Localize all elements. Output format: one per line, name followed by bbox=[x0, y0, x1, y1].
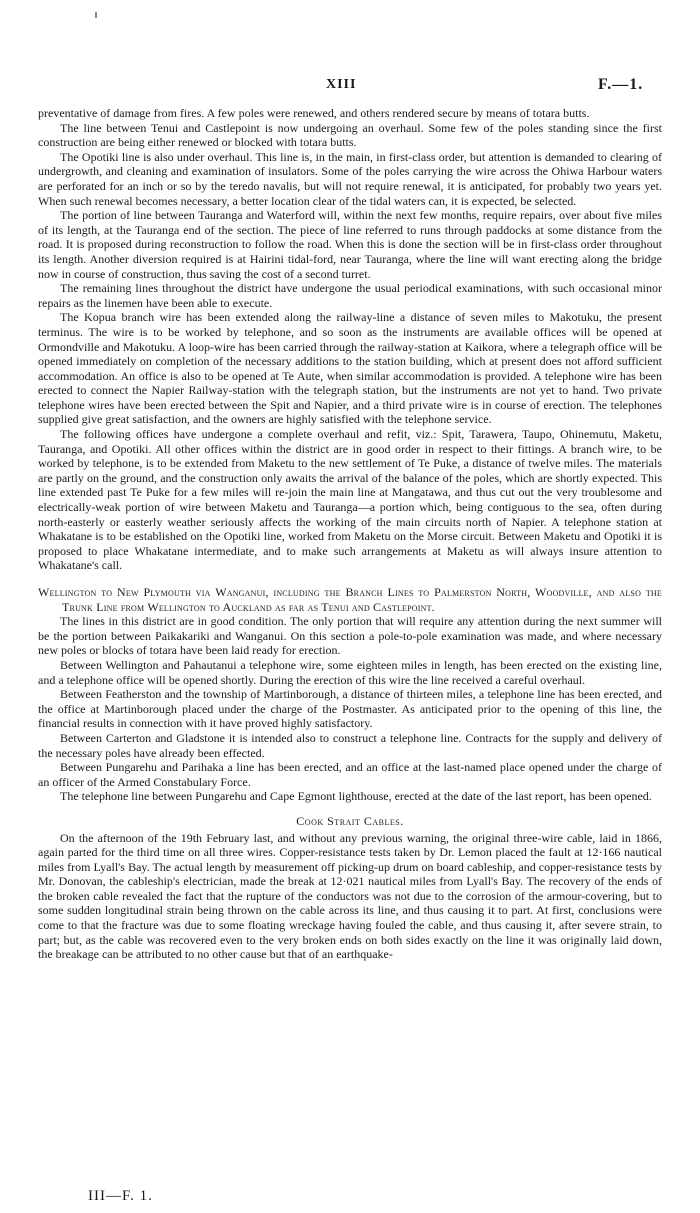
paragraph: The Opotiki line is also under overhaul. This line is, in the main, in first-class order, but attention is demanded to clearing of undergrowth, and cleaning and examination of insulators. Some of the poles carrying the wire across the Ohiwa Harbour waters are perforated for an inch or so by the teredo navalis, but will not require renewal, it is anticipated, for probably two years yet. When such renewal becomes necessary, a better location clear of the tidal waters can, it is expected, be selected. bbox=[38, 149, 662, 208]
paragraph: preventative of damage from fires. A few poles were renewed, and others rendered secure by means of totara butts. bbox=[38, 106, 590, 120]
paragraph: The Kopua branch wire has been extended along the railway-line a distance of seven miles to Makotuku, the present terminus. The wire is to be worked by telephone, and so soon as the instruments are available offices will be opened at Ormondville and Makotuku. A loop-wire has been carried through the railway-station at Kaikora, where a telegraph office will be opened immediately on completion of the necessary additions to the station building, which at present does not afford sufficient accommodation. An office is also to be opened at Te Aute, when similar accommodation is provided. A telephone wire has been erected to connect the Napier Railway-station with the telegraph station, but the instruments are not yet to hand. Two private telephone wires have been erected between the Spit and Napier, and a third private wire is in course of erection. The telephones supplied give great satisfaction, and the owners are highly satisfied with the telephone service. bbox=[38, 310, 662, 427]
page-body bbox=[38, 106, 662, 962]
paragraph: Between Pungarehu and Parihaka a line has been erected, and an office at the last-named place opened under the charge of an officer of the Armed Constabulary Force. bbox=[38, 760, 662, 789]
paragraph: The telephone line between Pungarehu and Cape Egmont lighthouse, erected at the date of the last report, has been opened. bbox=[60, 789, 652, 804]
paragraph: Between Wellington and Pahautanui a telephone wire, some eighteen miles in length, has been erected on the existing line, and a telephone office will be opened shortly. During the erection of this wire the line received a careful overhaul. bbox=[38, 657, 662, 687]
scan-mark bbox=[95, 12, 97, 18]
page-number: XIII bbox=[326, 77, 357, 92]
paragraph: The remaining lines throughout the district have undergone the usual periodical examinations, with such occasional minor repairs as the linemen have been able to execute. bbox=[38, 281, 662, 310]
document-reference: F.—1. bbox=[598, 76, 644, 93]
page-footer: III—F. 1. bbox=[88, 1188, 153, 1204]
paragraph: The portion of line between Tauranga and Waterford will, within the next few months, require repairs, over about five miles of its length, at the Tauranga end of the section. The piece of line referred to runs through paddocks at some distance from the road. It is proposed during reconstruction to follow the road. When this is done the section will be in first-class order throughout its length. Another diversion required is at Hairini tidal-ford, near Tauranga, where the line will want erecting along the bridge now in course of construction, thus saving the cost of a second turret. bbox=[38, 208, 662, 281]
paragraph: On the afternoon of the 19th February last, and without any previous warning, the original three-wire cable, laid in 1866, again parted for the third time on all three wires. Copper-resistance tests taken by Dr. Lemon placed the fault at 12·166 nautical miles from Lyall's Bay. The actual length by measurement off picking-up drum on board cableship, and copper-resistance tests by Mr. Donovan, the cableship's electrician, made the break at 12·021 nautical miles from Lyall's Bay. The recovery of the ends of the broken cable revealed the fact that the rupture of the conductors was not due to the corrosion of the armour-covering, but to some sudden longitudinal strain being thrown on the cable across its line, and thus causing it to part. At first, conclusions were come to that the fracture was due to some floating wreckage having fouled the cable, and thus causing it, after severe strain, to part; but, as the cable was recovered even to the very broken ends on both sides exactly on the line it was originally laid down, the breakage can be attributed to no other cause but that of an earthquake- bbox=[38, 830, 662, 962]
section-heading: Cook Strait Cables. bbox=[296, 813, 404, 828]
paragraph: The following offices have undergone a complete overhaul and refit, viz.: Spit, Tarawera, Taupo, Ohinemutu, Maketu, Tauranga, and Opotiki. All other offices within the district are in good order in respect to their fittings. A branch wire, to be worked by telephone, is to be extended from Maketu to the new settlement of Te Puke, a distance of twelve miles. The materials are partly on the ground, and the construction only awaits the arrival of the balance of the poles, which are shortly expected. This line extended past Te Puke for a few miles will re-join the main line at Mangatawa, and thus cut out the very troublesome and electrically-weak portion of wire between Maketu and Tauranga—a portion which, being contiguous to the sea, often during north-easterly or easterly weather seriously affects the working of the main circuits north of Napier. A telephone station at Whakatane is to be established on the Opotiki line, worked from Maketu on the Morse circuit. Between Maketu and Opotiki it is proposed to place Whakatane intermediate, and to make such arrangements at Maketu as will always insure attention to Whakatane's call. bbox=[38, 427, 662, 573]
paragraph: The line between Tenui and Castlepoint is now undergoing an overhaul. Some few of the poles standing since the first construction are being either renewed or blocked with totara butts. bbox=[38, 120, 662, 150]
page-header bbox=[0, 78, 700, 98]
section-heading: Wellington to New Plymouth via Wanganui, including the Branch Lines to Palmerston North, Woodville, and also the Trunk Line from Wellington to Auckland as far as Tenui and Castlepoint. bbox=[38, 585, 662, 614]
paragraph: Between Featherston and the township of Martinborough, a distance of thirteen miles, a telephone line has been erected, and the office at Martinborough placed under the charge of the Postmaster. As anticipated prior to the opening of this line, the financial results in connection with it have proved highly satisfactory. bbox=[38, 687, 662, 731]
paragraph: The lines in this district are in good condition. The only portion that will require any attention during the next summer will be the portion between Paikakariki and Wanganui. On this section a pole-to-pole examination was made, and where necessary new poles or blocks of totara have been laid ready for erection. bbox=[38, 614, 662, 658]
paragraph: Between Carterton and Gladstone it is intended also to construct a telephone line. Contracts for the supply and delivery of the necessary poles have already been effected. bbox=[38, 730, 662, 760]
